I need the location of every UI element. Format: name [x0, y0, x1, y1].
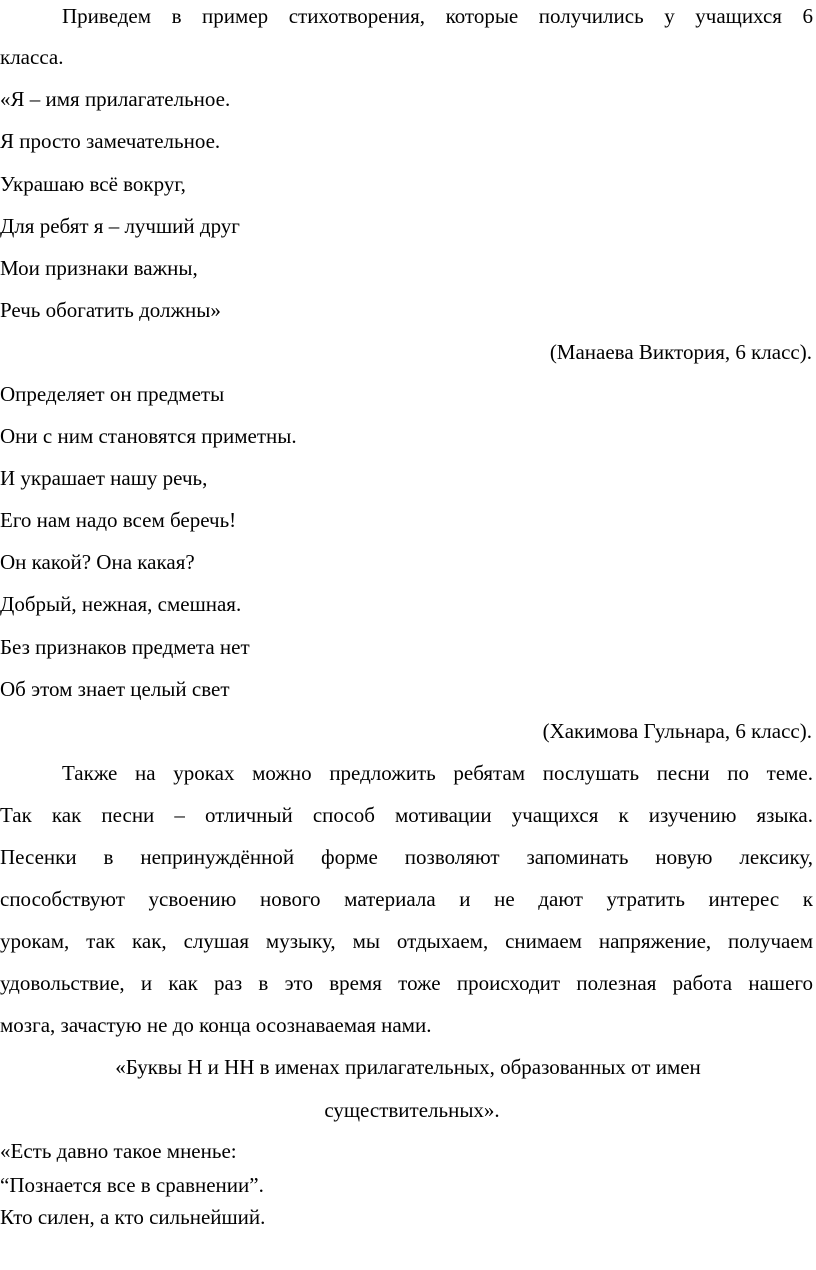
poem-line: “Познается все в сравнении”.: [0, 1173, 264, 1197]
poem-line: Я просто замечательное.: [0, 129, 221, 153]
paragraph-line: мозга, зачастую не до конца осознаваемая нами.: [0, 1013, 432, 1037]
poem-author: (Хакимова Гульнара, 6 класс).: [542, 719, 812, 743]
poem-line: Добрый, нежная, смешная.: [0, 592, 242, 616]
poem-line: Кто силен, а кто сильнейший.: [0, 1205, 266, 1229]
paragraph-line: Также на уроках можно предложить ребятам послушать песни по теме.: [62, 761, 813, 785]
poem-line: Без признаков предмета нет: [0, 635, 250, 659]
paragraph-line: способствуют усвоению нового материала и не дают утратить интерес к: [0, 887, 813, 911]
poem-line: «Я – имя прилагательное.: [0, 87, 231, 111]
intro-line: Приведем в пример стихотворения, которые получились у учащихся 6: [62, 4, 813, 28]
paragraph-line: Песенки в непринуждённой форме позволяют запоминать новую лексику,: [0, 845, 813, 869]
section-heading: «Буквы Н и НН в именах прилагательных, образованных от имен: [115, 1055, 701, 1079]
poem-line: Украшаю всё вокруг,: [0, 172, 186, 196]
section-heading: существительных».: [324, 1098, 500, 1122]
poem-line: Об этом знает целый свет: [0, 677, 230, 701]
poem-line: Мои признаки важны,: [0, 256, 198, 280]
poem-line: И украшает нашу речь,: [0, 466, 208, 490]
poem-author: (Манаева Виктория, 6 класс).: [549, 340, 812, 364]
poem-line: Речь обогатить должны»: [0, 298, 221, 322]
poem-line: «Есть давно такое мненье:: [0, 1139, 237, 1163]
intro-line: класса.: [0, 45, 64, 69]
paragraph-line: Так как песни – отличный способ мотивации учащихся к изучению языка.: [0, 803, 813, 827]
paragraph-line: удовольствие, и как раз в это время тоже происходит полезная работа нашего: [0, 971, 813, 995]
poem-line: Его нам надо всем беречь!: [0, 508, 237, 532]
poem-line: Он какой? Она какая?: [0, 550, 195, 574]
paragraph-line: урокам, так как, слушая музыку, мы отдыхаем, снимаем напряжение, получаем: [0, 929, 813, 953]
poem-line: Для ребят я – лучший друг: [0, 214, 240, 238]
poem-line: Определяет он предметы: [0, 382, 225, 406]
poem-line: Они с ним становятся приметны.: [0, 424, 297, 448]
